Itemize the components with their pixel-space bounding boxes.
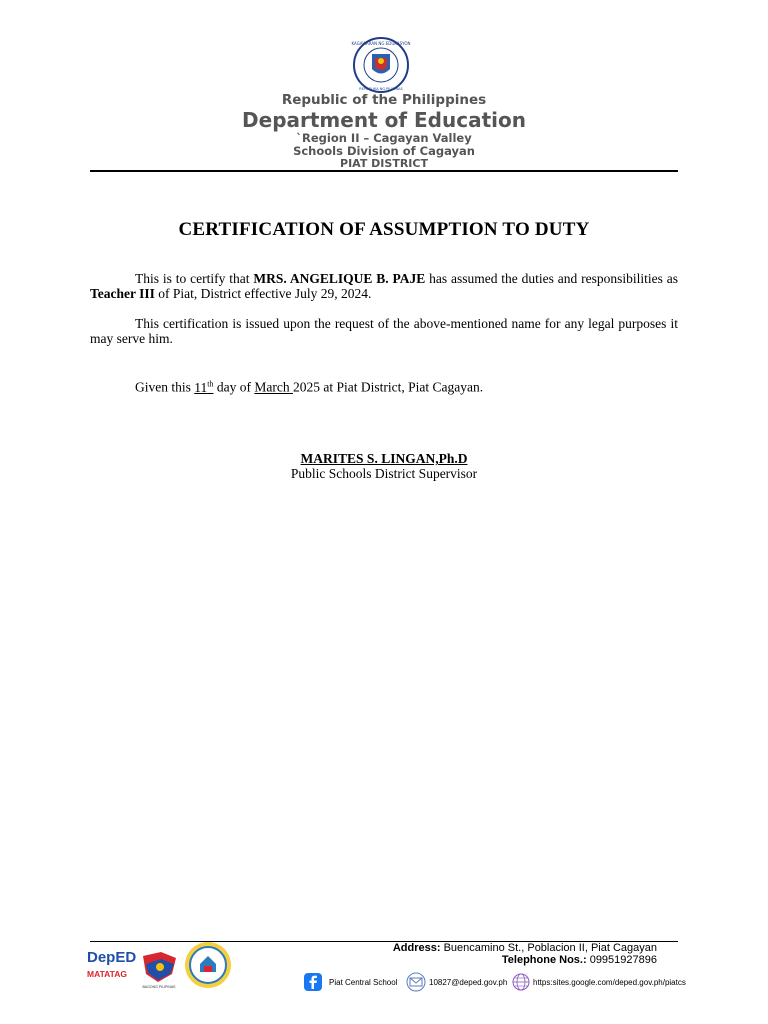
svg-text:REPUBLIKA NG PILIPINAS: REPUBLIKA NG PILIPINAS <box>359 87 403 91</box>
header-division: Schools Division of Cagayan <box>293 144 475 158</box>
globe-icon <box>511 972 531 992</box>
header-divider <box>90 170 678 172</box>
svg-text:KAGAWARAN NG EDUKASYON: KAGAWARAN NG EDUKASYON <box>351 41 411 46</box>
paragraph-purpose: This certification is issued upon the request of the above-mentioned name for any legal purposes it may serve him. <box>90 316 678 346</box>
deped-matatag-logo <box>87 949 136 979</box>
header-country: Republic of the Philippines <box>281 92 487 108</box>
footer-website[interactable]: https:sites.google.com/deped.gov.ph/piatcs <box>511 972 686 992</box>
bagong-pilipinas-logo <box>142 952 176 989</box>
given-day: 11th <box>194 379 214 395</box>
signatory-title: Public Schools District Supervisor <box>290 466 478 481</box>
svg-text:MATATAG: MATATAG <box>87 969 127 979</box>
deped-seal <box>346 36 416 94</box>
footer-logos <box>86 942 236 990</box>
header-district: PIAT DISTRICT <box>340 157 428 170</box>
paragraph-given: Given this 11th day of March 2025 at Piat District, Piat Cagayan. <box>135 379 484 395</box>
paragraph-assumption: This is to certify that MRS. ANGELIQUE B. PAJE has assumed the duties and responsibilities as Teacher III of Piat, District effective July 29, 2024. <box>90 271 679 301</box>
footer-address: Address: Buencamino St., Poblacion II, Piat Cagayan <box>392 942 657 954</box>
envelope-icon <box>405 972 427 992</box>
employee-position: Teacher III <box>90 286 155 301</box>
school-seal-logo <box>185 942 231 988</box>
svg-text:DepED: DepED <box>87 949 137 966</box>
footer-email[interactable]: 10827@deped.gov.ph <box>405 972 507 992</box>
header-department: Department of Education <box>242 108 526 132</box>
header-region: `Region II – Cagayan Valley <box>296 131 472 145</box>
facebook-icon <box>303 972 323 992</box>
signatory-name: MARITES S. LINGAN,Ph.D <box>300 451 468 466</box>
svg-text:BAGONG PILIPINAS: BAGONG PILIPINAS <box>142 985 176 989</box>
footer-telephone: Telephone Nos.: 09951927896 <box>501 954 657 966</box>
footer-facebook[interactable]: Piat Central School <box>303 972 397 992</box>
employee-name: MRS. ANGELIQUE B. PAJE <box>253 271 426 286</box>
given-month: March <box>254 379 293 395</box>
document-title: CERTIFICATION OF ASSUMPTION TO DUTY <box>178 219 590 240</box>
